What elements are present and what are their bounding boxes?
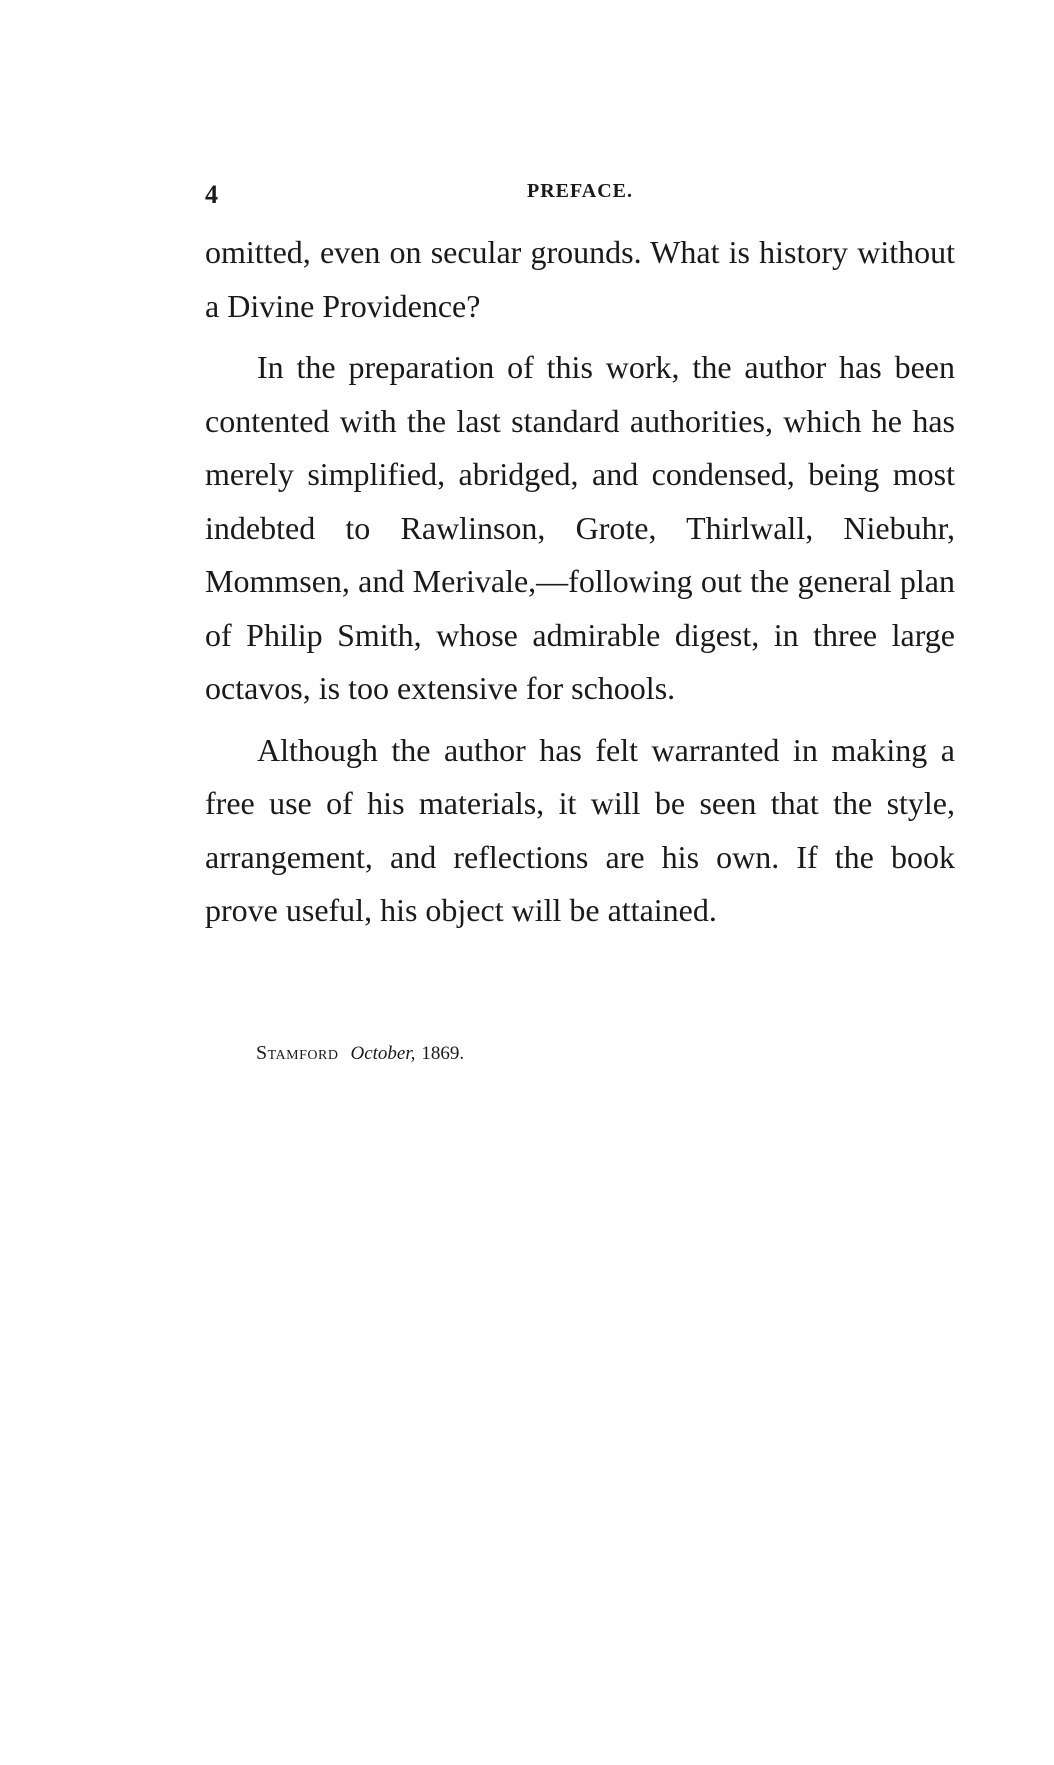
running-head: [205, 176, 955, 216]
paragraph-materials: Although the author has felt warranted in making a free use of his materials, it will be seen that the style, arrangement, and reflections are his own. If the book prove useful, his object will be attained.: [205, 731, 955, 928]
preface-body: [205, 226, 955, 938]
page-number: 4: [205, 180, 218, 209]
running-title: PREFACE.: [527, 180, 633, 202]
paragraph-preparation: In the preparation of this work, the author has been contented with the last standard authorities, which he has merely simplified, abridged, and condensed, being most indebted to Rawlinson, Grote, Thirlwall, Niebuhr, Mommsen, and Merivale,—following out the general plan of Philip Smith, whose admirable digest, in three large octavos, is too extensive for schools.: [205, 349, 955, 706]
dateline-month: October,: [350, 1043, 416, 1064]
dateline: [256, 1042, 464, 1065]
paragraph-continued: omitted, even on secular grounds. What is history without a Divine Providence?: [205, 234, 955, 324]
dateline-year: 1869.: [421, 1043, 465, 1064]
dateline-place: Stamford: [256, 1042, 339, 1064]
